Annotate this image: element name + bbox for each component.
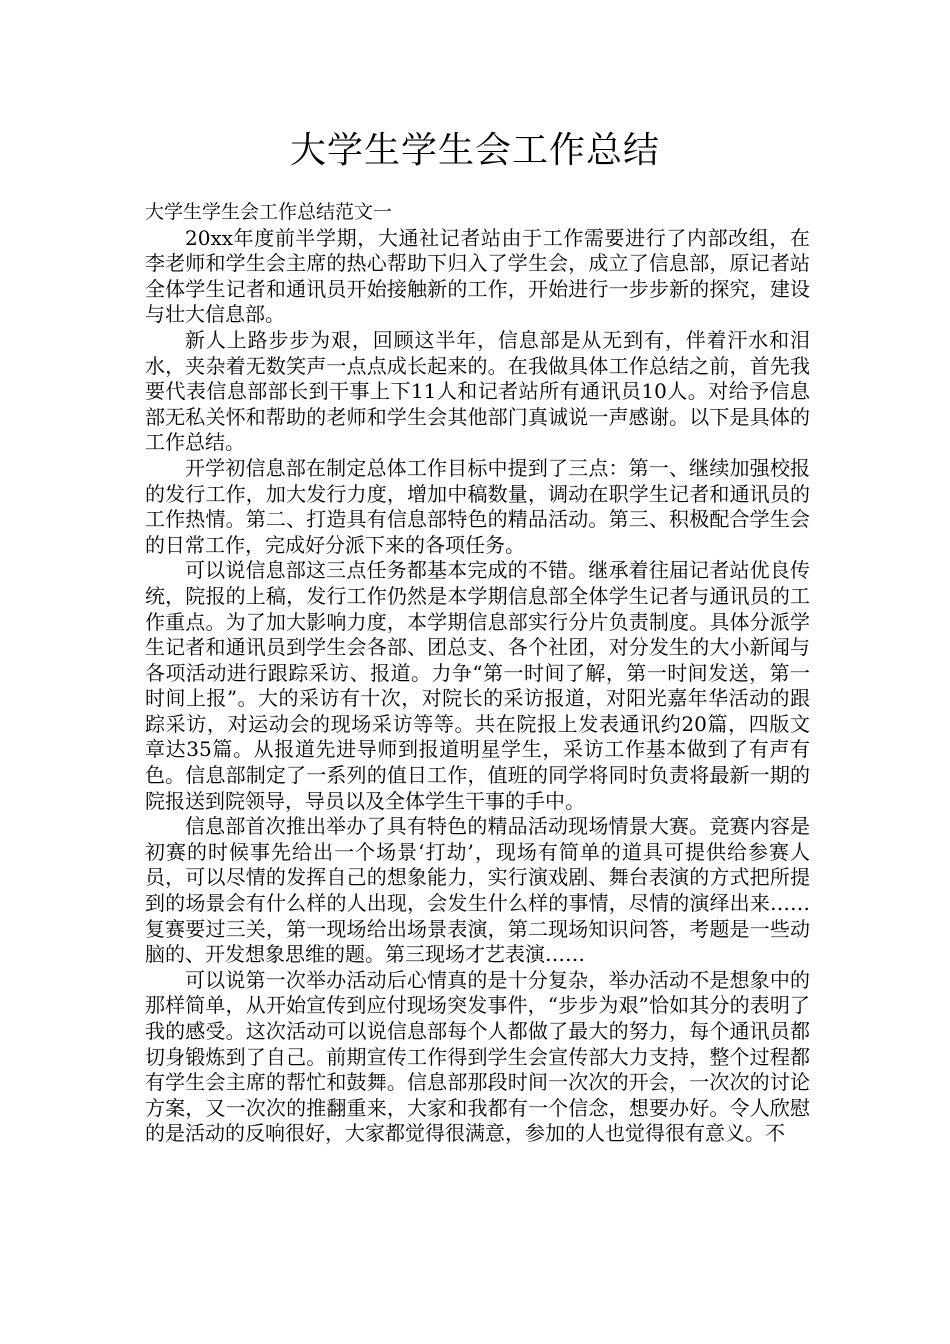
- paragraph-4: 可以说信息部这三点任务都基本完成的不错。继承着往届记者站优良传统，院报的上稿，发行工作仍然是本学期信息部全体学生记者与通讯员的工作重点。为了加大影响力度，本学期信息部实行分片负责制度。具体分派学生记者和通讯员到学生会各部、团总支、各个社团，对分发生的大小新闻与各项活动进行跟踪采访、报道。力争“第一时间了解，第一时间发送，第一时间上报”。大的采访有十次，对院长的采访报道，对阳光嘉年华活动的跟踪采访，对运动会的现场采访等等。共在院报上发表通讯约20篇，四版文章达35篇。从报道先进导师到报道明星学生，采访工作基本做到了有声有色。信息部制定了一系列的值日工作，值班的同学将同时负责将最新一期的院报送到院领导，导员以及全体学生干事的手中。: [145, 558, 810, 813]
- paragraph-2: 新人上路步步为艰，回顾这半年，信息部是从无到有，伴着汗水和泪水，夹杂着无数笑声一点点成长起来的。在我做具体工作总结之前，首先我要代表信息部部长到干事上下11人和记者站所有通讯员10人。对给予信息部无私关怀和帮助的老师和学生会其他部门真诚说一声感谢。以下是具体的工作总结。: [145, 327, 810, 455]
- document-subtitle: 大学生学生会工作总结范文一: [145, 201, 393, 223]
- document-title: 大学生学生会工作总结: [289, 130, 660, 171]
- paragraph-1: 20xx年度前半学期，大通社记者站由于工作需要进行了内部改组，在李老师和学生会主席的热心帮助下归入了学生会，成立了信息部，原记者站全体学生记者和通讯员开始接触新的工作，开始进行一步步新的探究，建设与壮大信息部。: [145, 225, 810, 327]
- paragraph-5: 信息部首次推出举办了具有特色的精品活动现场情景大赛。竞赛内容是初赛的时候事先给出一个场景‘打劫’，现场有简单的道具可提供给参赛人员，可以尽情的发挥自己的想象能力，实行演戏剧、舞台表演的方式把所提到的场景会有什么样的人出现，会发生什么样的事情，尽情的演绎出来……复赛要过三关，第一现场给出场景表演，第二现场知识问答，考题是一些动脑的、开发想象思维的题。第三现场才艺表演……: [145, 814, 810, 967]
- paragraph-6: 可以说第一次举办活动后心情真的是十分复杂，举办活动不是想象中的那样简单，从开始宣传到应付现场突发事件，“步步为艰”恰如其分的表明了我的感受。这次活动可以说信息部每个人都做了最大的努力，每个通讯员都切身锻炼到了自己。前期宣传工作得到学生会宣传部大力支持，整个过程都有学生会主席的帮忙和鼓舞。信息部那段时间一次次的开会，一次次的讨论方案，又一次次的推翻重来，大家和我都有一个信念，想要办好。令人欣慰的是活动的反响很好，大家都觉得很满意，参加的人也觉得很有意义。不: [145, 967, 810, 1146]
- paragraph-3: 开学初信息部在制定总体工作目标中提到了三点：第一、继续加强校报的发行工作，加大发行力度，增加中稿数量，调动在职学生记者和通讯员的工作热情。第二、打造具有信息部特色的精品活动。第三、积极配合学生会的日常工作，完成好分派下来的各项任务。: [145, 455, 810, 557]
- document-body: [145, 200, 810, 1147]
